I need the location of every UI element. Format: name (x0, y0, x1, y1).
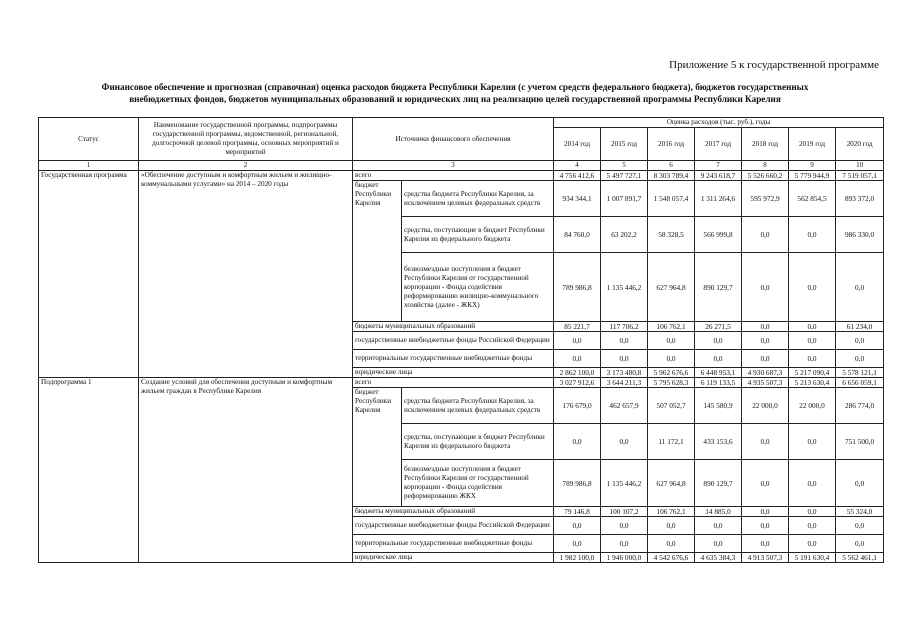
value-cell: 61 234,0 (836, 322, 884, 332)
value-cell: 5 779 944,9 (789, 171, 836, 181)
source-label: бюджеты муниципальных образований (353, 322, 554, 332)
value-cell: 4 930 687,3 (742, 368, 789, 378)
value-cell: 986 330,0 (836, 217, 884, 253)
value-cell: 7 519 057,1 (836, 171, 884, 181)
value-cell: 4 756 412,6 (554, 171, 601, 181)
value-cell: 0,0 (742, 322, 789, 332)
value-cell: 0,0 (742, 332, 789, 350)
source-label: всего (353, 378, 554, 388)
value-cell: 0,0 (648, 350, 695, 368)
column-index: 6 (648, 161, 695, 171)
header-year: 2018 год (742, 128, 789, 161)
value-cell: 0,0 (789, 350, 836, 368)
value-cell: 0,0 (836, 535, 884, 553)
value-cell: 0,0 (836, 332, 884, 350)
value-cell: 3 173 480,8 (601, 368, 648, 378)
header-year: 2017 год (695, 128, 742, 161)
column-index: 8 (742, 161, 789, 171)
value-cell: 627 964,8 (648, 253, 695, 322)
value-cell: 890 129,7 (695, 460, 742, 507)
appendix-caption: Приложение 5 к государственной программе (669, 59, 879, 71)
value-cell: 145 580,9 (695, 388, 742, 424)
value-cell: 0,0 (554, 517, 601, 535)
value-cell: 893 372,0 (836, 181, 884, 217)
table-row (39, 378, 884, 388)
value-cell: 0,0 (742, 535, 789, 553)
value-cell: 0,0 (789, 424, 836, 460)
source-label: юридические лица (353, 368, 554, 378)
header-estimate: Оценка расходов (тыс. руб.), годы (554, 118, 884, 128)
value-cell: 0,0 (742, 424, 789, 460)
source-label: государственные внебюджетные фонды Российской Федерации (353, 332, 554, 350)
column-index: 7 (695, 161, 742, 171)
header-index-row (39, 161, 884, 171)
program-status: Подпрограмма 1 (39, 378, 139, 563)
value-cell: 0,0 (742, 253, 789, 322)
header-year: 2015 год (601, 128, 648, 161)
value-cell: 0,0 (601, 424, 648, 460)
value-cell: 4 935 507,3 (742, 378, 789, 388)
value-cell: 3 644 211,3 (601, 378, 648, 388)
value-cell: 562 854,5 (789, 181, 836, 217)
value-cell: 0,0 (648, 535, 695, 553)
value-cell: 14 885,0 (695, 507, 742, 517)
table-row (39, 171, 884, 181)
value-cell: 2 862 100,0 (554, 368, 601, 378)
program-status: Государственная программа (39, 171, 139, 378)
source-label: бюджет Республики Карелия (353, 388, 402, 507)
source-label: всего (353, 171, 554, 181)
document-title (40, 81, 870, 105)
value-cell: 0,0 (789, 517, 836, 535)
source-label: территориальные государственные внебюджетные фонды (353, 350, 554, 368)
value-cell: 1 135 446,2 (601, 253, 648, 322)
source-label: государственные внебюджетные фонды Российской Федерации (353, 517, 554, 535)
value-cell: 0,0 (601, 350, 648, 368)
value-cell: 1 548 057,4 (648, 181, 695, 217)
value-cell: 789 986,8 (554, 460, 601, 507)
value-cell: 934 344,1 (554, 181, 601, 217)
value-cell: 0,0 (789, 217, 836, 253)
value-cell: 106 762,1 (648, 322, 695, 332)
source-label: бюджет Республики Карелия (353, 181, 402, 322)
source-sublabel: средства бюджета Республики Карелия, за исключением целевых федеральных средств (402, 181, 554, 217)
column-index: 9 (789, 161, 836, 171)
source-label: территориальные государственные внебюджетные фонды (353, 535, 554, 553)
value-cell: 5 526 660,2 (742, 171, 789, 181)
value-cell: 0,0 (601, 517, 648, 535)
value-cell: 0,0 (836, 350, 884, 368)
value-cell: 5 962 676,6 (648, 368, 695, 378)
value-cell: 0,0 (789, 535, 836, 553)
header-sources: Источники финансового обеспечения (353, 118, 554, 161)
source-sublabel: средства бюджета Республики Карелия, за исключением целевых федеральных средств (402, 388, 554, 424)
value-cell: 0,0 (695, 517, 742, 535)
value-cell: 0,0 (742, 217, 789, 253)
value-cell: 0,0 (695, 332, 742, 350)
value-cell: 9 243 618,7 (695, 171, 742, 181)
value-cell: 0,0 (695, 535, 742, 553)
value-cell: 55 324,0 (836, 507, 884, 517)
value-cell: 3 027 912,6 (554, 378, 601, 388)
column-index: 2 (139, 161, 353, 171)
value-cell: 0,0 (554, 350, 601, 368)
value-cell: 5 578 121,1 (836, 368, 884, 378)
value-cell: 0,0 (554, 535, 601, 553)
value-cell: 0,0 (742, 507, 789, 517)
value-cell: 0,0 (789, 322, 836, 332)
title-line-2: внебюджетных фондов, бюджетов муниципальных образований и юридических лиц на реализацию целей государственной программы Республики Карелия (129, 94, 781, 104)
value-cell: 5 562 461,1 (836, 553, 884, 563)
value-cell: 5 795 628,3 (648, 378, 695, 388)
value-cell: 63 202,2 (601, 217, 648, 253)
value-cell: 8 303 789,4 (648, 171, 695, 181)
finance-table (38, 117, 884, 563)
value-cell: 58 328,5 (648, 217, 695, 253)
value-cell: 507 052,7 (648, 388, 695, 424)
value-cell: 5 191 630,4 (789, 553, 836, 563)
value-cell: 0,0 (742, 460, 789, 507)
value-cell: 566 999,8 (695, 217, 742, 253)
value-cell: 0,0 (836, 517, 884, 535)
value-cell: 6 119 133,5 (695, 378, 742, 388)
header-row-top (39, 118, 884, 128)
value-cell: 4 913 507,3 (742, 553, 789, 563)
value-cell: 0,0 (836, 253, 884, 322)
source-sublabel: безвозмездные поступления в бюджет Республики Карелия от государственной корпорации - Фонда содействия реформированию жилищно-коммунального хозяйства (далее - ЖКХ) (402, 253, 554, 322)
value-cell: 5 217 090,4 (789, 368, 836, 378)
source-sublabel: средства, поступающие в бюджет Республики Карелия из федерального бюджета (402, 424, 554, 460)
program-name: «Обеспечение доступным и комфортным жильем и жилищно-коммунальными услугами» на 2014 – 2020 годы (139, 171, 353, 378)
value-cell: 84 760,0 (554, 217, 601, 253)
value-cell: 0,0 (789, 507, 836, 517)
value-cell: 890 129,7 (695, 253, 742, 322)
value-cell: 1 311 264,6 (695, 181, 742, 217)
source-label: бюджеты муниципальных образований (353, 507, 554, 517)
value-cell: 22 000,0 (789, 388, 836, 424)
value-cell: 286 774,0 (836, 388, 884, 424)
value-cell: 0,0 (836, 460, 884, 507)
value-cell: 789 986,8 (554, 253, 601, 322)
value-cell: 462 657,9 (601, 388, 648, 424)
value-cell: 0,0 (601, 332, 648, 350)
value-cell: 0,0 (554, 424, 601, 460)
column-index: 4 (554, 161, 601, 171)
value-cell: 6 448 953,1 (695, 368, 742, 378)
value-cell: 0,0 (554, 332, 601, 350)
value-cell: 5 213 630,4 (789, 378, 836, 388)
value-cell: 433 153,6 (695, 424, 742, 460)
source-label: юридические лица (353, 553, 554, 563)
column-index: 1 (39, 161, 139, 171)
value-cell: 751 500,0 (836, 424, 884, 460)
value-cell: 176 679,0 (554, 388, 601, 424)
value-cell: 106 762,1 (648, 507, 695, 517)
value-cell: 627 964,8 (648, 460, 695, 507)
value-cell: 1 982 100,0 (554, 553, 601, 563)
header-status: Статус (39, 118, 139, 161)
source-sublabel: средства, поступающие в бюджет Республики Карелия из федерального бюджета (402, 217, 554, 253)
header-year: 2014 год (554, 128, 601, 161)
value-cell: 26 271,5 (695, 322, 742, 332)
value-cell: 22 000,0 (742, 388, 789, 424)
value-cell: 117 706,2 (601, 322, 648, 332)
header-name: Наименование государственной программы, подпрограммы государственной программы, ведомственной, региональной, долгосрочной целевой программы, основных мероприятий и мероприятий (139, 118, 353, 161)
value-cell: 0,0 (789, 253, 836, 322)
value-cell: 1 135 446,2 (601, 460, 648, 507)
value-cell: 0,0 (742, 350, 789, 368)
value-cell: 0,0 (789, 460, 836, 507)
header-year: 2020 год (836, 128, 884, 161)
value-cell: 4 542 676,6 (648, 553, 695, 563)
value-cell: 85 221,7 (554, 322, 601, 332)
value-cell: 4 635 384,3 (695, 553, 742, 563)
header-year: 2019 год (789, 128, 836, 161)
value-cell: 100 107,2 (601, 507, 648, 517)
value-cell: 1 946 000,0 (601, 553, 648, 563)
value-cell: 1 007 891,7 (601, 181, 648, 217)
value-cell: 0,0 (601, 535, 648, 553)
value-cell: 0,0 (648, 517, 695, 535)
column-index: 3 (353, 161, 554, 171)
value-cell: 0,0 (742, 517, 789, 535)
value-cell: 0,0 (789, 332, 836, 350)
title-line-1: Финансовое обеспечение и прогнозная (справочная) оценка расходов бюджета Республики Карелия (с учетом средств федерального бюджета), бюджетов государственных (101, 82, 809, 92)
source-sublabel: безвозмездные поступления в бюджет Республики Карелия от государственной корпорации - Фонда содействия реформированию ЖКХ (402, 460, 554, 507)
column-index: 10 (836, 161, 884, 171)
value-cell: 595 972,9 (742, 181, 789, 217)
header-year: 2016 год (648, 128, 695, 161)
value-cell: 5 497 727,1 (601, 171, 648, 181)
value-cell: 6 656 059,1 (836, 378, 884, 388)
value-cell: 0,0 (648, 332, 695, 350)
program-name: Создание условий для обеспечения доступным и комфортным жильем граждан в Республике Карелия (139, 378, 353, 563)
value-cell: 79 146,8 (554, 507, 601, 517)
column-index: 5 (601, 161, 648, 171)
value-cell: 0,0 (695, 350, 742, 368)
value-cell: 11 172,1 (648, 424, 695, 460)
